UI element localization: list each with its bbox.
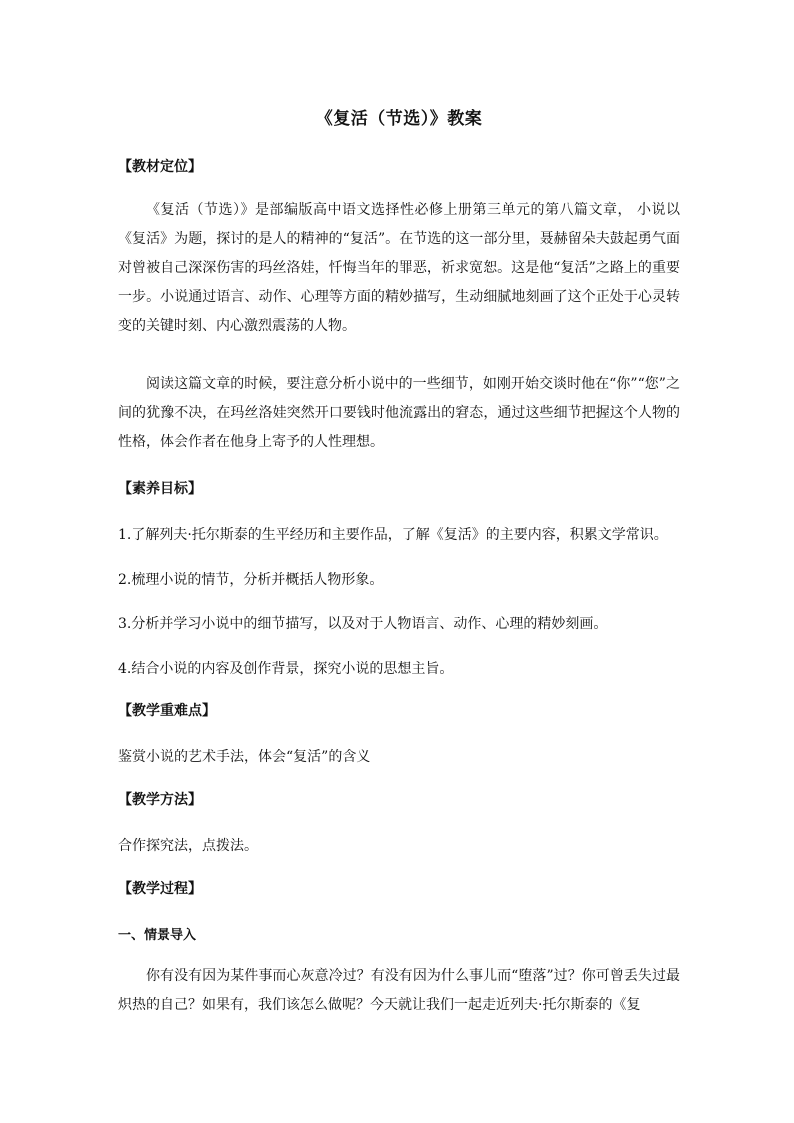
methods-text: 合作探究法，点拨法。 bbox=[118, 838, 258, 854]
goal-item-4: 4.结合小说的内容及创作背景，探究小说的思想主旨。 bbox=[118, 661, 454, 677]
key-points-text: 鉴赏小说的艺术手法，体会“复活”的含义 bbox=[118, 749, 371, 765]
positioning-paragraph-1: 《复活（节选）》是部编版高中语文选择性必修上册第三单元的第八篇文章， 小说以《复活》为题，探讨的是人的精神的“复活”。在节选的这一部分里，聂赫留朵夫鼓起勇气面对曾被自己深深伤害的玛丝洛娃，忏悔当年的罪恶，祈求宽恕。这是他“复活”之路上的重要一步。小说通过语言、动作、心理等方面的精妙描写，生动细腻地刻画了这个正处于心灵转变的关键时刻、内心激烈震荡的人物。 bbox=[118, 202, 680, 334]
document-title: 《复活（节选）》教案 bbox=[315, 109, 483, 129]
goal-item-2: 2.梳理小说的情节，分析并概括人物形象。 bbox=[118, 572, 384, 588]
section-heading-process: 【教学过程】 bbox=[118, 881, 202, 897]
section-heading-goals: 【素养目标】 bbox=[118, 481, 202, 497]
goal-item-1: 1.了解列夫·托尔斯泰的生平经历和主要作品，了解《复活》的主要内容，积累文学常识。 bbox=[118, 527, 668, 543]
section-heading-methods: 【教学方法】 bbox=[118, 792, 202, 808]
positioning-paragraph-2: 阅读这篇文章的时候，要注意分析小说中的一些细节，如刚开始交谈时他在“你”“您”之间的犹豫不决，在玛丝洛娃突然开口要钱时他流露出的窘态，通过这些细节把握这个人物的性格，体会作者在他身上寄予的人性理想。 bbox=[118, 376, 680, 450]
process-intro-paragraph: 你有没有因为某件事而心灰意冷过？有没有因为什么事儿而“堕落”过？你可曾丢失过最炽热的自己？如果有，我们该怎么做呢？今天就让我们一起走近列夫·托尔斯泰的《复 bbox=[118, 968, 680, 1013]
section-heading-key-points: 【教学重难点】 bbox=[118, 703, 216, 719]
process-subheading-intro: 一、情景导入 bbox=[118, 928, 197, 943]
goal-item-3: 3.分析并学习小说中的细节描写，以及对于人物语言、动作、心理的精妙刻画。 bbox=[118, 616, 608, 632]
section-heading-positioning: 【教材定位】 bbox=[118, 159, 202, 175]
